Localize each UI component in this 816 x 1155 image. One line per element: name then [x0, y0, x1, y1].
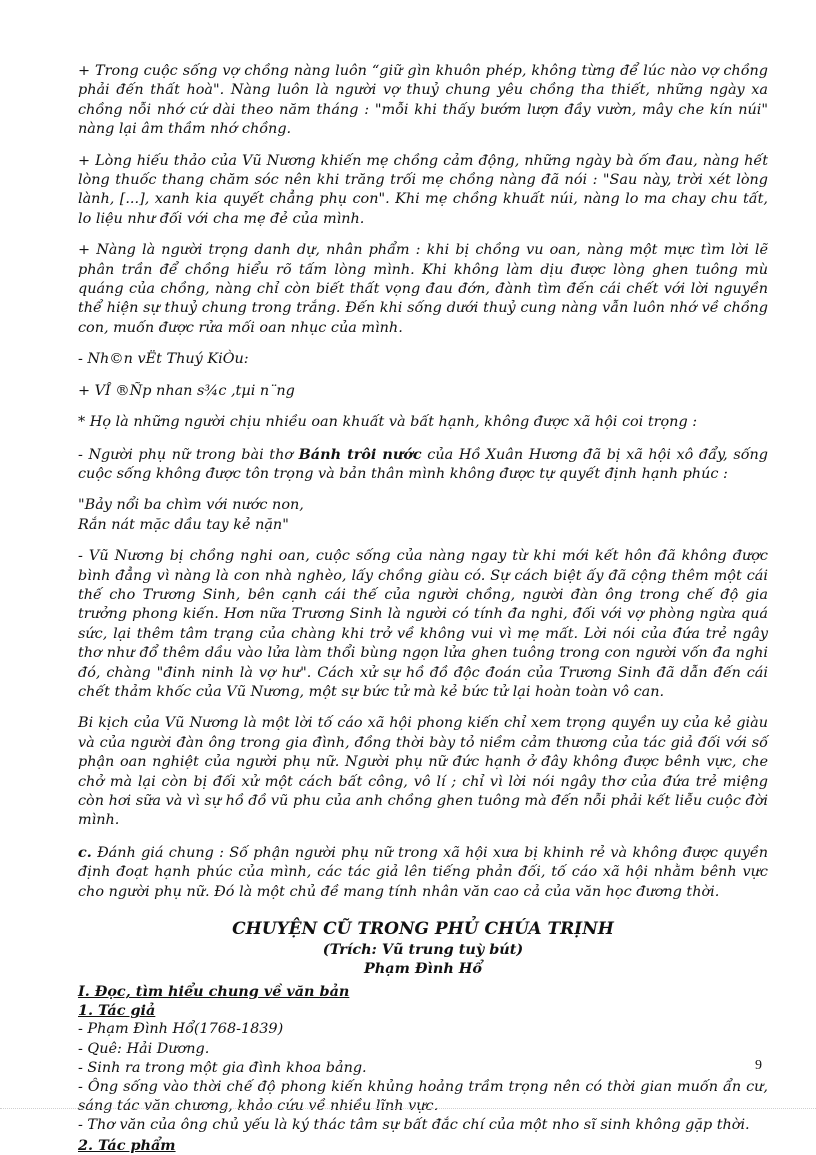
paragraph-filial-piety: + Lòng hiếu thảo của Vũ Nương khiến mẹ chồng cảm động, những ngày bà ốm đau, nàng hết lòng thuốc thang chăm sóc nên khi trăng trối mẹ chồng nàng đã nói : "Sau này, trời xét lòng lành, [...], xanh kia quyết chẳng phụ con". Khi mẹ chồng khuất núi, nàng lo ma chay chu tất, lo liệu như đối với cha mẹ đẻ của mình. — [78, 152, 768, 227]
footer-divider — [0, 1108, 816, 1109]
p7-pre: - Người phụ nữ trong bài thơ — [78, 446, 299, 463]
poem-title: Bánh trôi nước — [298, 445, 422, 463]
p10-text: Đánh giá chung : Số phận người phụ nữ trong xã hội xưa bị khinh rẻ và không được quyền định đoạt hạnh phúc của mình, các tác giả lên tiếng phản đối, tố cáo xã hội nhằm bênh vực cho người phụ nữ. Đó là một chủ đề mang tính nhân văn cao cả của văn học đương thời. — [78, 844, 768, 900]
paragraph-misfortune: * Họ là những người chịu nhiều oan khuất và bất hạnh, không được xã hội coi trọng : — [78, 414, 698, 431]
p10-label: c. — [78, 843, 92, 861]
heading-tac-gia: 1. Tác giả — [78, 1002, 156, 1020]
section-subtitle: (Trích: Vũ trung tuỳ bút) — [322, 941, 524, 959]
paragraph-thuy-kieu: - Nh©n vËt Thuý KiÒu: — [78, 351, 249, 368]
paragraph-beauty-talent: + VÎ ®Ñp nhan s¾c ,tµi n¨ng — [78, 382, 295, 399]
tac-gia-line: - Phạm Đình Hổ(1768-1839) — [78, 1021, 284, 1038]
paragraph-loyalty: + Trong cuộc sống vợ chồng nàng luôn “giữ gìn khuôn phép, không từng để lúc nào vợ chồng phải đến thất hoà". Nàng luôn là người vợ thuỷ chung yêu chồng tha thiết, những ngày xa chồng nỗi nhớ cứ dài theo năm tháng : "mỗi khi thấy bướm lượn đầy vườn, mây che kín núi" nàng lại âm thầm nhớ chồng. — [78, 63, 768, 138]
p7-post: của Hồ Xuân Hương đã bị xã hội xô đẩy, sống cuộc sống không được tôn trọng và bản thân mình không được tự quyết định hạnh phúc : — [78, 446, 769, 482]
quote-line-1: "Bảy nổi ba chìm với nước non, — [78, 497, 304, 514]
quote-line-2: Rắn nát mặc dầu tay kẻ nặn" — [78, 516, 289, 533]
tac-gia-line: - Quê: Hải Dương. — [78, 1040, 210, 1057]
paragraph-evaluation — [78, 843, 768, 902]
page-number: 9 — [755, 1058, 762, 1073]
paragraph-dignity: + Nàng là người trọng danh dự, nhân phẩm : khi bị chồng vu oan, nàng một mực tìm lời lẽ phân trần để chồng hiểu rõ tấm lòng mình. Khi không làm dịu được lòng ghen tuông mù quáng của chồng, nàng chỉ còn biết thất vọng đau đớn, đành tìm đến cái chết với lời nguyền thể hiện sự thuỷ chung trong trắng. Đến khi sống dưới thuỷ cung nàng vẫn luôn nhớ về chồng con, muốn được rửa mối oan nhục của mình. — [78, 242, 768, 336]
section-title: CHUYỆN CŨ TRONG PHỦ CHÚA TRỊNH — [232, 919, 614, 940]
tac-gia-line: - Sinh ra trong một gia đình khoa bảng. — [78, 1059, 367, 1076]
document-body — [78, 62, 768, 1155]
paragraph-banh-troi-nuoc — [78, 445, 768, 485]
paragraph-tragedy: Bi kịch của Vũ Nương là một lời tố cáo xã hội phong kiến chỉ xem trọng quyền uy của kẻ giàu và của người đàn ông trong gia đình, đồng thời bày tỏ niềm cảm thương của tác giả đối với số phận oan nghiệt của người phụ nữ. Người phụ nữ đức hạnh ở đây không được bênh vực, che chở mà lại còn bị đối xử một cách bất công, vô lí ; chỉ vì lời nói ngây thơ của đứa trẻ miệng còn hơi sữa và vì sự hồ đồ vũ phu của anh chồng ghen tuông mà đến nỗi phải kết liễu cuộc đời mình. — [78, 715, 768, 829]
tac-gia-line: - Thơ văn của ông chủ yếu là ký thác tâm sự bất đắc chí của một nho sĩ sinh không gặp thời. — [78, 1117, 750, 1134]
paragraph-vu-nuong: - Vũ Nương bị chồng nghi oan, cuộc sống của nàng ngay từ khi mới kết hôn đã không được bình đẳng vì nàng là con nhà nghèo, lấy chồng giàu có. Sự cách biệt ấy đã cộng thêm một cái thế cho Trương Sinh, bên cạnh cái thế của người chồng, người đàn ông trong chế độ gia trưởng phong kiến. Hơn nữa Trương Sinh là người có tính đa nghi, đối với vợ phòng ngừa quá sức, lại thêm tâm trạng của chàng khi trở về không vui vì mẹ mất. Lời nói của đứa trẻ ngây thơ như đổ thêm dầu vào lửa làm thổi bùng ngọn lửa ghen tuông trong con người vốn đa nghi đó, chàng "đinh ninh là vợ hư". Cách xử sự hồ đồ độc đoán của Trương Sinh đã dẫn đến cái chết thảm khốc của Vũ Nương, một sự bức tử mà kẻ bức tử lại hoàn toàn vô can. — [78, 548, 768, 700]
section-author: Phạm Đình Hổ — [363, 960, 483, 978]
heading-doc-tim-hieu: I. Đọc, tìm hiểu chung về văn bản — [78, 983, 350, 1001]
heading-tac-pham: 2. Tác phẩm — [78, 1136, 176, 1154]
tac-gia-line: - Ông sống vào thời chế độ phong kiến khủng hoảng trầm trọng nên có thời gian muốn ẩn cư, sáng tác văn chương, khảo cứu về nhiều lĩnh vực. — [78, 1079, 768, 1115]
